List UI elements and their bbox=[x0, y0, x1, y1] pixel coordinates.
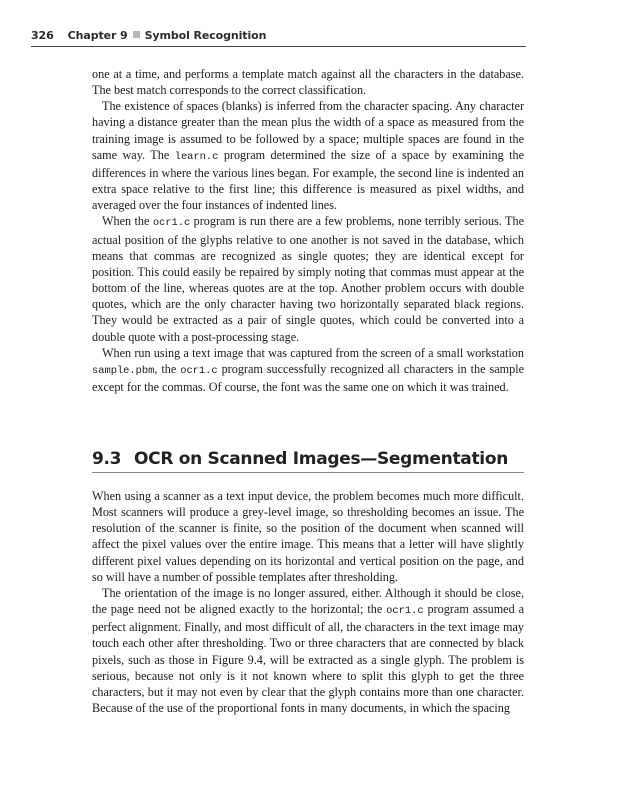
code-term: ocr1.c bbox=[386, 605, 424, 618]
section-number: 9.3 bbox=[92, 449, 122, 469]
text-block-upper bbox=[92, 66, 524, 395]
header-separator-square bbox=[133, 31, 140, 38]
text-block-lower bbox=[92, 488, 524, 716]
paragraph: The existence of spaces (blanks) is inferred from the character spacing. Any character having a distance greater than the mean plus the width of a space as measured from the training image is assumed to be followed by a space; multiple spaces are found in the same way. The learn.c program determined the size of a space by examining the differences in where the various lines began. For example, the second line is indented an extra space relative to the first line; this difference is measured as pixel widths, and averaged over the four instances of indented lines. bbox=[92, 99, 525, 213]
paragraph: When the ocr1.c program is run there are a few problems, none terribly serious. The actual position of the glyphs relative to one another is not saved in the database, which means that commas are recognized as single quotes; they are identical except for position. This could easily be repaired by simply noting that commas must appear at the bottom of the line, whereas quotes are at the top. Another problem occurs with double quotes, which are the only character having two horizontally separated black regions. They would be extracted as a pair of single quotes, which could be converted into a double quote with a post-processing stage. bbox=[92, 214, 524, 344]
chapter-label: Chapter 9 bbox=[67, 29, 128, 42]
section-heading bbox=[92, 449, 524, 469]
paragraph: one at a time, and performs a template match against all the characters in the database. The best match corresponds to the correct classification. bbox=[92, 67, 524, 98]
header-rule bbox=[31, 46, 526, 47]
code-term: ocr1.c bbox=[152, 217, 191, 230]
page-number: 326 bbox=[31, 29, 54, 42]
running-header bbox=[31, 29, 526, 42]
code-term: sample.pbm bbox=[92, 364, 155, 377]
section-title: OCR on Scanned Images—Segmentation bbox=[134, 449, 509, 469]
paragraph: The orientation of the image is no longer assured, either. Although it should be close, the page need not be aligned exactly to the horizontal; the ocr1.c program assumed a perfect alignment. Finally, and most difficult of all, the characters in the text image may touch each other after thresholding. Two or three characters that are connected by black pixels, such as those in Figure 9.4, will be extracted as a single glyph. The problem is serious, because not only is it not known where to split this glyph to get the three characters, but it may not even by clear that the glyph contains more than one character. Because of the use of the proportional fonts in many documents, in which the spacing bbox=[92, 585, 525, 716]
chapter-title: Symbol Recognition bbox=[144, 29, 267, 42]
paragraph: When run using a text image that was captured from the screen of a small workstation sample.pbm, the ocr1.c program successfully recognized all characters in the sample except for the commas. Of course, the font was the same one on which it was trained. bbox=[92, 345, 524, 394]
section-rule bbox=[92, 472, 524, 473]
code-term: learn.c bbox=[174, 150, 219, 163]
code-term: ocr1.c bbox=[180, 364, 218, 377]
paragraph: When using a scanner as a text input device, the problem becomes much more difficult. Most scanners will produce a grey-level image, so thresholding becomes an issue. The resolution of the scanner is finite, so the position of the document when scanned will affect the pixel values over the entire image. This means that a letter will have slightly different pixel values depending on its horizontal and vertical position on the page, and so will have a number of possible templates after thresholding. bbox=[92, 489, 524, 584]
